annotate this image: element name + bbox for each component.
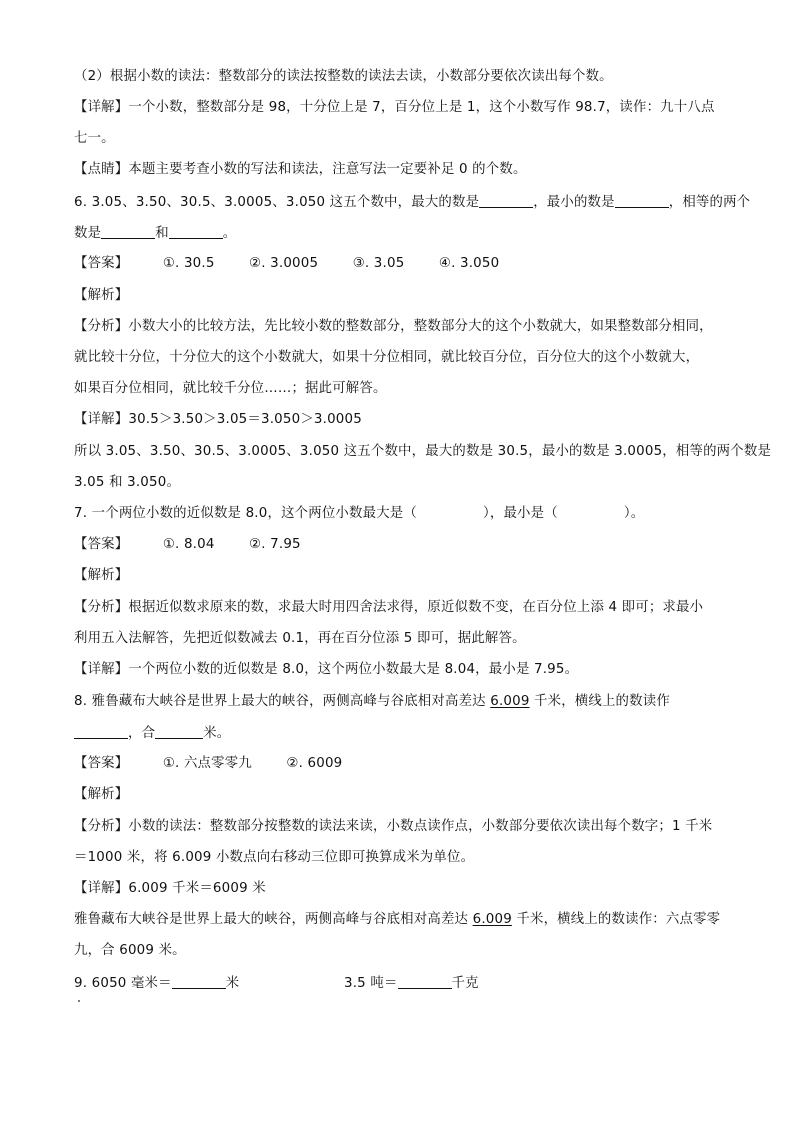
q5-detail-line1: 【详解】一个小数，整数部分是 98，十分位上是 7，百分位上是 1，这个小数写作 98.7，读作：九十八点 [74,100,715,115]
q7-detail: 【详解】一个两位小数的近似数是 8.0，这个两位小数最大是 8.04，最小是 7.95。 [74,662,579,677]
q6-answer-3: ③. 3.05 [352,256,405,271]
q7-answer-line [74,536,734,554]
q7-text-c: ）。 [623,506,645,521]
q6-blank-4[interactable] [169,224,223,239]
q8-text-c: ，合 [128,726,156,741]
q5-comment: 【点睛】本题主要考查小数的写法和读法，注意写法一定要补足 0 的个数。 [74,162,527,177]
q9-part2 [344,974,479,993]
q6-analysis-line1: 【分析】小数大小的比较方法，先比较小数的整数部分，整数部分大的这个小数就大，如果整数部分相同， [74,319,713,334]
stray-mark [78,1000,80,1002]
q8-answer-line [74,755,734,773]
q9-part1-text-a: 9. 6050 毫米＝ [74,976,172,991]
q9-part1-text-b: 米 [225,976,240,991]
q8-conclusion-text-a: 雅鲁藏布大峡谷是世界上最大的峡谷，两侧高峰与谷底相对高差达 [74,912,473,927]
q6-answer-4: ④. 3.050 [438,256,500,271]
q6-question-line2 [74,224,734,243]
q6-detail: 【详解】30.5＞3.50＞3.05＝3.050＞3.0005 [74,412,362,427]
q8-analysis-label: 【解析】 [74,787,129,802]
q8-analysis-line2: ＝1000 米，将 6.009 小数点向右移动三位即可换算成米为单位。 [74,850,475,865]
q6-conclusion-line2: 3.05 和 3.050。 [74,475,181,490]
q7-question [74,505,734,523]
q6-blank-1[interactable] [479,193,533,208]
q7-analysis-line2: 利用五入法解答，先把近似数减去 0.1，再在百分位添 5 即可，据此解答。 [74,631,526,646]
q8-conclusion-line2: 九，合 6009 米。 [74,943,186,958]
q7-answer-label: 【答案】 [74,537,129,552]
q6-text-e: 和 [155,226,169,241]
q6-answer-line [74,255,734,273]
q6-analysis-label: 【解析】 [74,288,129,303]
q8-blank-1[interactable] [74,724,128,739]
q9-question [74,974,734,993]
q6-answer-1: ①. 30.5 [162,256,215,271]
q8-question-line2 [74,724,734,743]
q6-answer-2: ②. 3.0005 [249,256,319,271]
q6-text-f: 。 [222,226,237,241]
q8-conclusion-text-b: 千米，横线上的数读作：六点零零 [511,912,721,927]
q5-detail-line2: 七一。 [74,131,115,146]
q6-conclusion-line1: 所以 3.05、3.50、30.5、3.0005、3.050 这五个数中，最大的数是 30.5，最小的数是 3.0005，相等的两个数是 [74,444,772,459]
q9-part2-text-a: 3.5 吨＝ [344,976,398,991]
q6-text-d: 数是 [74,226,102,241]
q8-conclusion-underlined-number: 6.009 [472,912,512,927]
q6-analysis-line2: 就比较十分位，十分位大的这个小数就大，如果十分位相同，就比较百分位，百分位大的这个小数就大， [74,350,700,365]
q9-part2-text-b: 千克 [451,976,479,991]
q8-text-b: 千米，横线上的数读作 [529,694,670,709]
q7-analysis-label: 【解析】 [74,568,129,583]
q8-question-line1 [74,693,734,711]
q6-blank-2[interactable] [615,193,669,208]
q5-method-line: （2）根据小数的读法：整数部分的读法按整数的读法去读，小数部分要依次读出每个数。 [74,69,613,84]
q6-blank-3[interactable] [101,224,155,239]
q8-underlined-number: 6.009 [490,694,530,709]
q8-text-d: 米。 [203,726,231,741]
q6-text-a: 6. 3.05、3.50、30.5、3.0005、3.050 这五个数中，最大的数是 [74,195,480,210]
q7-text-a: 7. 一个两位小数的近似数是 8.0，这个两位小数最大是（ [74,506,417,521]
q9-blank-1[interactable] [172,974,226,989]
q8-analysis-line1: 【分析】小数的读法：整数部分按整数的读法来读，小数点读作点，小数部分要依次读出每个数字；1 千米 [74,819,713,834]
q7-answer-2: ②. 7.95 [249,537,301,552]
q8-text-a: 8. 雅鲁藏布大峡谷是世界上最大的峡谷，两侧高峰与谷底相对高差达 [74,694,491,709]
q6-question-line1 [74,193,751,212]
q8-detail: 【详解】6.009 千米＝6009 米 [74,881,266,896]
q8-conclusion-line1 [74,911,734,929]
q6-text-b: ，最小的数是 [533,195,615,210]
q9-blank-2[interactable] [398,974,452,989]
q6-answer-label: 【答案】 [74,256,129,271]
q8-answer-1: ①. 六点零零九 [162,756,252,771]
q7-analysis-line1: 【分析】根据近似数求原来的数，求最大时用四舍法求得，原近似数不变，在百分位上添 4 即可；求最小 [74,600,704,615]
q6-text-c: ，相等的两个 [668,195,751,210]
q6-analysis-line3: 如果百分位相同，就比较千分位……；据此可解答。 [74,381,387,396]
q7-answer-1: ①. 8.04 [162,537,215,552]
q8-blank-2[interactable] [155,724,203,739]
q7-text-b: ），最小是（ [482,506,558,521]
q8-answer-label: 【答案】 [74,756,129,771]
q8-answer-2: ②. 6009 [286,756,343,771]
